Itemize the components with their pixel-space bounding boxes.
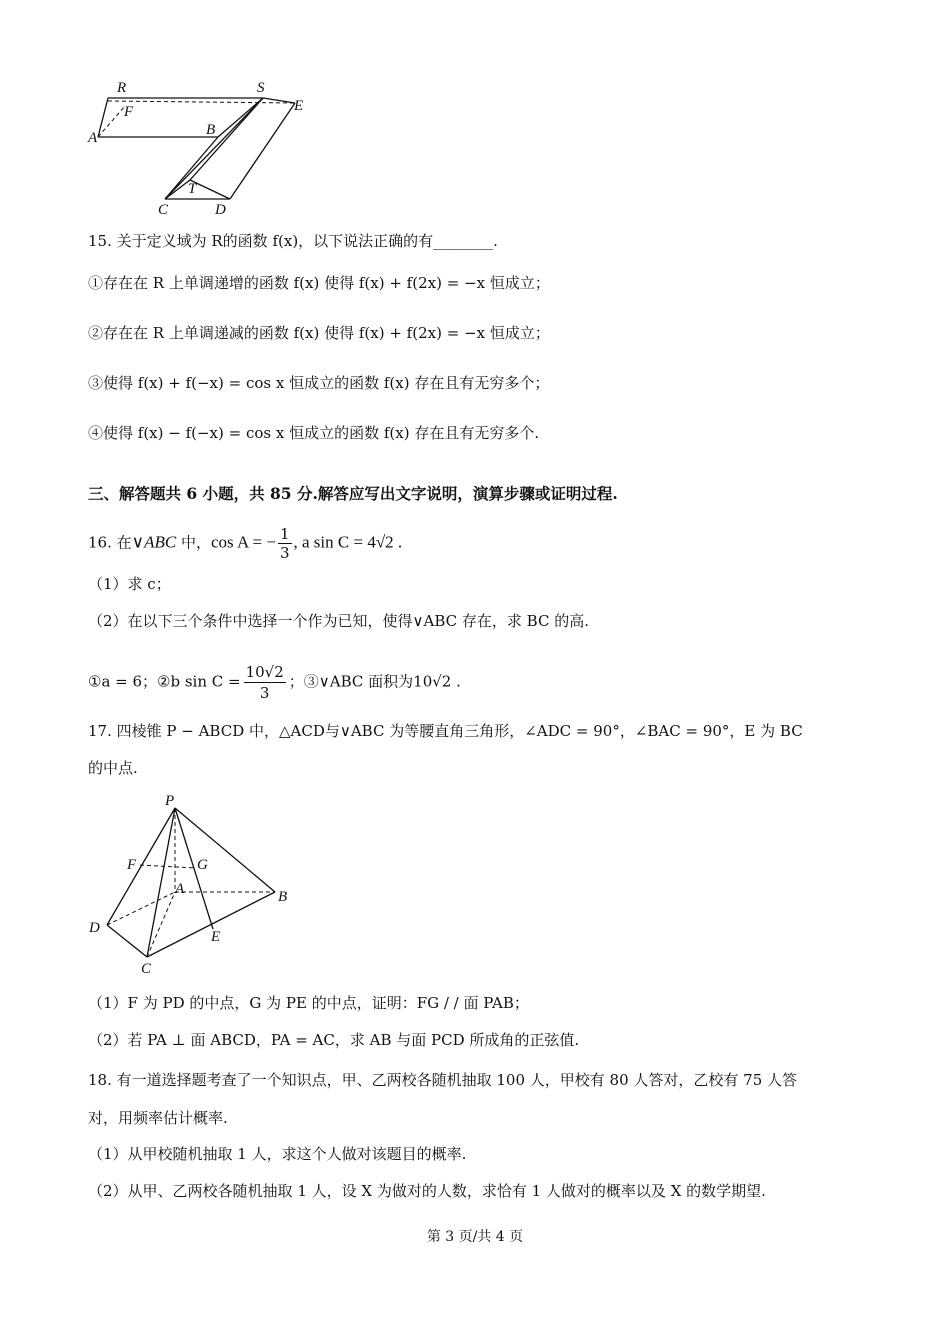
fig1-label-T: T [188,181,197,197]
q15-option-2: ②存在在 R 上单调递减的函数 f(x) 使得 f(x) + f(2x) = −x 恒成立； [88,324,550,342]
q16-condition-3: ；③∨ABC 面积为10√2 . [288,672,461,691]
section-heading: 三、解答题共 6 小题，共 85 分.解答应写出文字说明，演算步骤或证明过程. [88,484,618,503]
q16-condition-2-denominator: 3 [259,684,270,702]
fig1-label-E: E [294,98,304,114]
q15-option-1: ①存在在 R 上单调递增的函数 f(x) 使得 f(x) + f(2x) = −x 恒成立； [88,274,550,292]
fig2-label-G: G [197,857,208,873]
q18-stem: 18. 有一道选择题考查了一个知识点，甲、乙两校各随机抽取 100 人，甲校有 80 人答对，乙校有 75 人答 [88,1071,798,1089]
fig1-label-A: A [88,130,98,146]
q16-condition-1-2: ①a = 6；②b sin C = [88,672,241,691]
q16-conditions [88,662,461,703]
q18-stem-continued: 对，用频率估计概率. [88,1109,228,1127]
fig2-label-A: A [175,881,185,897]
q17-part-1: （1）F 为 PD 的中点，G 为 PE 的中点，证明：FG / / 面 PAB； [88,994,529,1012]
q15-option-3: ③使得 f(x) + f(−x) = cos x 恒成立的函数 f(x) 存在且有无穷多个； [88,374,550,392]
fig1-label-B: B [206,122,216,138]
fig2-label-P: P [165,793,175,809]
figure-pyramid-diagram [85,792,315,977]
fig1-label-R: R [117,80,127,96]
q18-part-1: （1）从甲校随机抽取 1 人，求这个人做对该题目的概率. [88,1145,467,1163]
q17-part-2: （2）若 PA ⊥ 面 ABCD，PA = AC，求 AB 与面 PCD 所成角的正弦值. [88,1031,580,1049]
q18-part-2: （2）从甲、乙两校各随机抽取 1 人，设 X 为做对的人数，求恰有 1 人做对的概率以及 X 的数学期望. [88,1182,766,1200]
q16-triangle: ∨ABC [131,532,177,552]
fig2-label-E: E [211,929,221,945]
q17-stem-continued: 的中点. [88,759,138,777]
q16-fraction-denominator: 3 [279,544,290,562]
q16-part-1: （1）求 c； [88,575,171,593]
q16-asinC-expression: , a sin C = 4√2 . [293,532,403,552]
q16-part-2: （2）在以下三个条件中选择一个作为已知，使得∨ABC 存在，求 BC 的高. [88,612,589,630]
q16-condition-2-numerator: 10√2 [245,663,284,681]
fig1-label-S: S [257,80,265,96]
q16-fraction-numerator: 1 [279,525,290,543]
q17-stem: 17. 四棱锥 P − ABCD 中，△ACD与∨ABC 为等腰直角三角形，∠ADC = 90°，∠BAC = 90°，E 为 BC [88,722,803,740]
q16-condition-2-fraction [244,662,286,703]
q15-stem: 15. 关于定义域为 R的函数 f(x)，以下说法正确的有________. [88,232,498,250]
fig2-label-F: F [127,857,137,873]
fig2-label-D: D [89,920,100,936]
q16-stem-prefix: 16. 在 [88,533,132,552]
fig2-label-C: C [141,961,152,977]
q15-option-4: ④使得 f(x) − f(−x) = cos x 恒成立的函数 f(x) 存在且有无穷多个. [88,424,540,442]
q16-fraction [278,525,292,562]
q16-stem [88,525,402,562]
fig2-label-B: B [278,889,288,905]
q16-cos-expression: cos A = − [210,532,276,552]
fig1-label-F: F [124,104,134,120]
fig1-label-D: D [215,202,226,218]
q16-stem-mid: 中， [176,533,211,552]
fig1-label-C: C [158,202,169,218]
figure-prism-diagram [80,78,320,218]
page-number-footer: 第 3 页/共 4 页 [426,1229,524,1245]
